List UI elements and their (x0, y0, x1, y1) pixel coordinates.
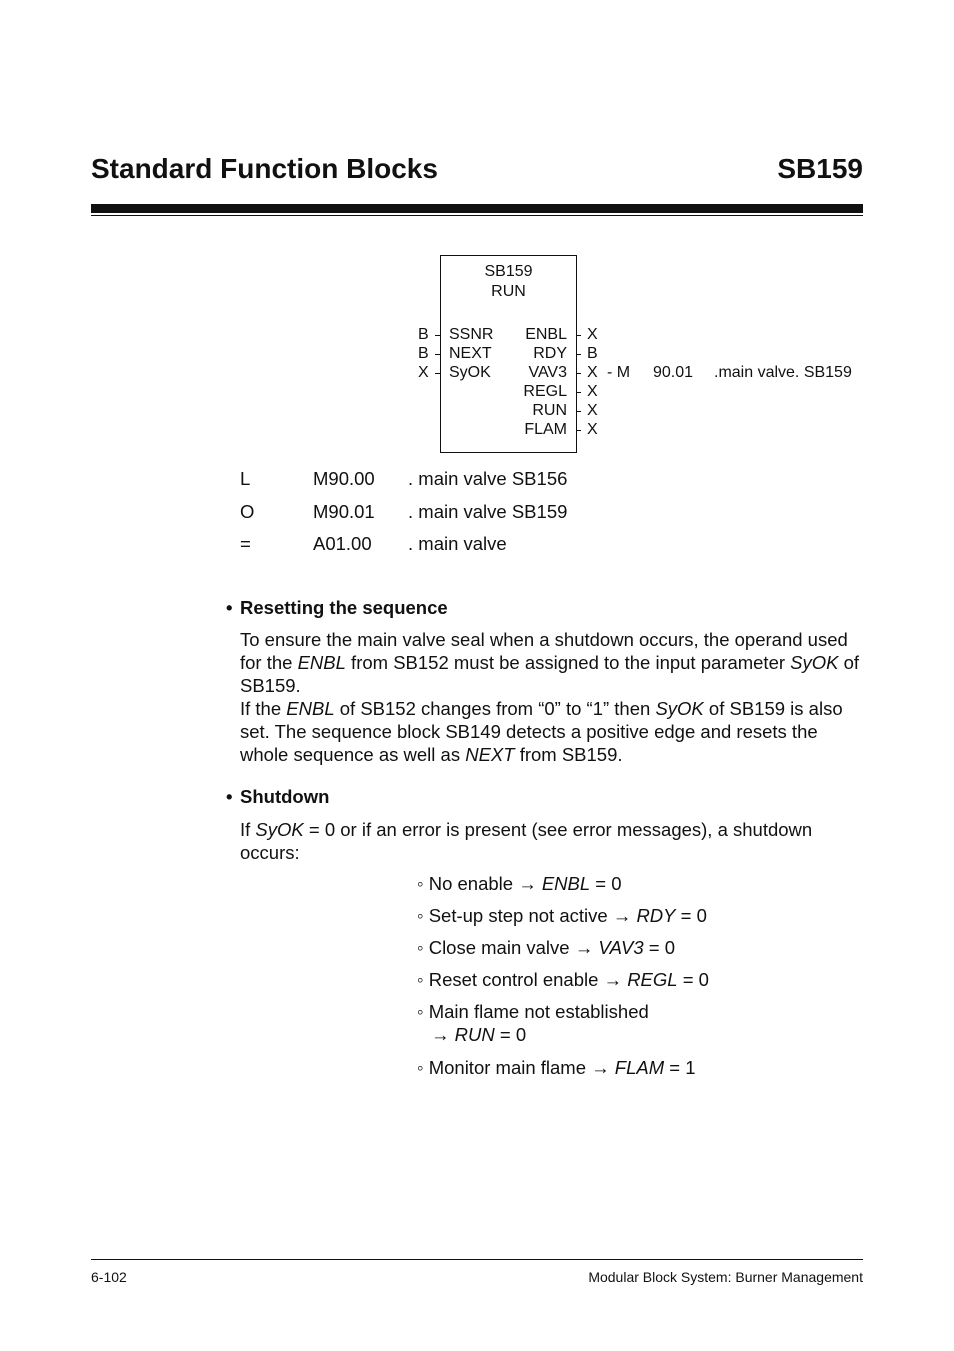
output-type: X (587, 326, 598, 343)
section-heading-shutdown: Shutdown (240, 786, 330, 807)
condition-item: ◦ Reset control enable → REGL = 0 (417, 969, 709, 990)
input-type: B (418, 326, 429, 343)
block-mode: RUN (491, 283, 526, 300)
stl-op: O (240, 501, 255, 522)
param-syok: SyOK (255, 819, 304, 840)
param-syok: SyOK (790, 652, 839, 673)
bullet: • (226, 597, 233, 618)
condition-item: ◦ No enable → ENBL = 0 (417, 873, 622, 894)
output-type: X (587, 402, 598, 419)
condition-item-continuation: → RUN = 0 (431, 1024, 527, 1045)
param-next: NEXT (465, 744, 515, 765)
output-name: RUN (532, 402, 567, 419)
param-enbl: ENBL (286, 698, 335, 719)
output-pin (576, 392, 581, 393)
output-pin (576, 373, 581, 374)
vav3-address: 90.01 (653, 364, 694, 381)
output-name: VAV3 (528, 364, 567, 381)
condition-item: ◦ Main flame not established (417, 1001, 649, 1022)
output-pin (576, 354, 581, 355)
output-type: X (587, 383, 598, 400)
block-name: SB159 (484, 263, 533, 280)
input-pin (435, 335, 440, 336)
input-name: SSNR (449, 326, 494, 343)
output-name: ENBL (525, 326, 567, 343)
input-pin (435, 373, 440, 374)
input-type: X (418, 364, 429, 381)
input-name: NEXT (449, 345, 492, 362)
param-syok: SyOK (655, 698, 704, 719)
page-title: Standard Function Blocks (91, 153, 438, 184)
output-type: B (587, 345, 598, 362)
stl-operand: A01.00 (313, 533, 372, 554)
block-id-title: SB159 (777, 153, 863, 184)
output-name: RDY (533, 345, 567, 362)
output-name: REGL (523, 383, 567, 400)
condition-item: ◦ Monitor main flame → FLAM = 1 (417, 1057, 696, 1078)
output-pin (576, 430, 581, 431)
bullet: • (226, 786, 233, 807)
footer-rule (91, 1259, 863, 1260)
vav3-comment: .main valve. SB159 (714, 364, 852, 381)
header-rule-thick (91, 204, 863, 213)
stl-operand: M90.01 (313, 501, 375, 522)
resetting-paragraph-2: If the ENBL of SB152 changes from “0” to “1” then SyOK of SB159 is also set. The sequence block SB149 detects a positive edge and resets the whole sequence as well as NEXT from SB159. (240, 698, 843, 765)
stl-op: = (240, 533, 251, 554)
output-pin (576, 335, 581, 336)
footer-doc-title: Modular Block System: Burner Management (588, 1269, 863, 1285)
stl-op: L (240, 468, 251, 489)
param-enbl: ENBL (297, 652, 346, 673)
output-type: X (587, 364, 598, 381)
condition-item: ◦ Set-up step not active → RDY = 0 (417, 905, 707, 926)
output-type: X (587, 421, 598, 438)
stl-operand: M90.00 (313, 468, 375, 489)
input-type: B (418, 345, 429, 362)
stl-comment: . main valve (408, 533, 507, 554)
input-pin (435, 354, 440, 355)
stl-comment: . main valve SB156 (408, 468, 568, 489)
vav3-operand: - M (607, 364, 631, 381)
shutdown-intro: If SyOK = 0 or if an error is present (see error messages), a shutdown occurs: (240, 819, 813, 863)
section-heading-resetting: Resetting the sequence (240, 597, 448, 618)
header-rule-thin (91, 215, 863, 216)
page-number: 6-102 (91, 1269, 127, 1285)
stl-comment: . main valve SB159 (408, 501, 568, 522)
condition-item: ◦ Close main valve → VAV3 = 0 (417, 937, 675, 958)
output-pin (576, 411, 581, 412)
resetting-paragraph-1: To ensure the main valve seal when a shutdown occurs, the operand used for the ENBL from SB152 must be assigned to the input parameter SyOK of SB159. (240, 629, 860, 696)
output-name: FLAM (524, 421, 567, 438)
input-name: SyOK (449, 364, 491, 381)
